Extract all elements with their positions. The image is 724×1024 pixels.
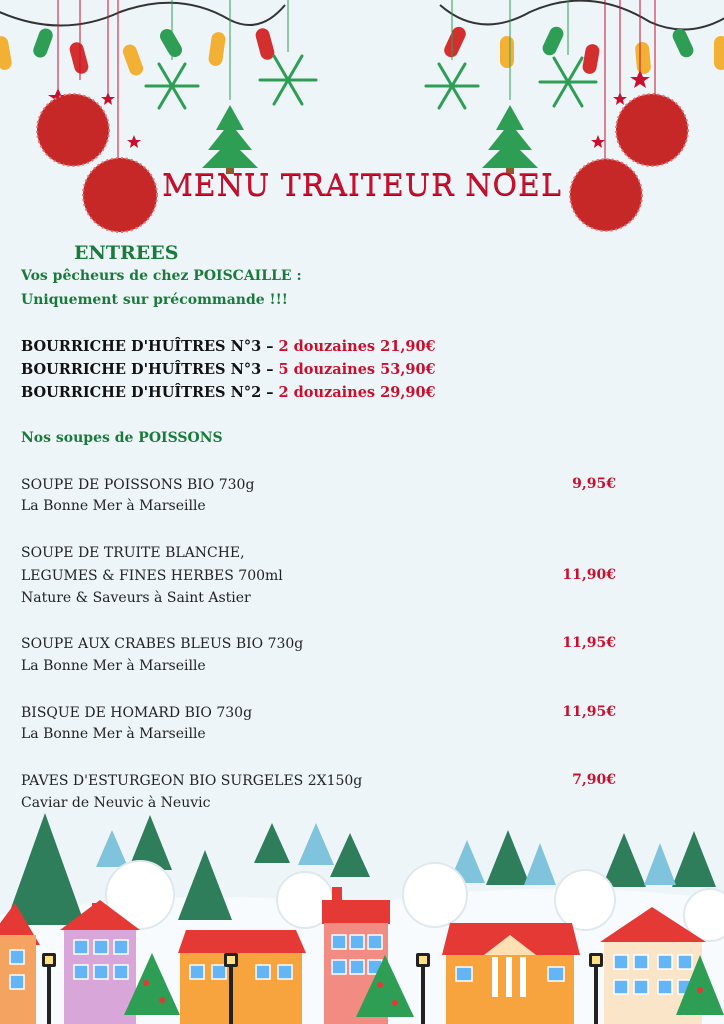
oyster-name: BOURRICHE D'HUÎTRES N°3 xyxy=(21,338,262,355)
soup-item-price: 11,90€ xyxy=(562,567,616,583)
section-title-soups: Nos soupes de POISSONS xyxy=(21,430,223,446)
soup-item-maker: Caviar de Neuvic à Neuvic xyxy=(21,795,211,811)
oyster-name: BOURRICHE D'HUÎTRES N°2 xyxy=(21,384,262,401)
christmas-lights-decoration xyxy=(0,0,724,240)
oyster-item xyxy=(21,338,436,355)
section-title-entrees: ENTREES xyxy=(74,242,179,264)
oyster-separator: – xyxy=(261,338,279,355)
oyster-separator: – xyxy=(261,361,279,378)
bulb-icon xyxy=(442,24,724,75)
oyster-name: BOURRICHE D'HUÎTRES N°3 xyxy=(21,361,262,378)
oyster-offer: 2 douzaines 21,90€ xyxy=(278,338,436,355)
page-title: MENU TRAITEUR NOEL xyxy=(162,168,562,203)
soup-item-price: 11,95€ xyxy=(562,704,616,720)
soup-item-name: LEGUMES & FINES HERBES 700ml xyxy=(21,568,283,584)
soup-item-price: 9,95€ xyxy=(572,476,616,492)
entrees-intro-line1: Vos pêcheurs de chez POISCAILLE : xyxy=(21,268,302,284)
soup-item-name: SOUPE AUX CRABES BLEUS BIO 730g xyxy=(21,636,304,652)
ornament-ball-icon xyxy=(37,94,688,232)
soup-item-maker: La Bonne Mer à Marseille xyxy=(21,498,206,514)
oyster-offer: 5 douzaines 53,90€ xyxy=(278,361,436,378)
oyster-separator: – xyxy=(261,384,279,401)
soup-item-name: SOUPE DE TRUITE BLANCHE, xyxy=(21,545,245,561)
bulb-icon xyxy=(0,27,276,78)
soup-item-maker: Nature & Saveurs à Saint Astier xyxy=(21,590,251,606)
soup-item-name: SOUPE DE POISSONS BIO 730g xyxy=(21,477,255,493)
soup-item-name: PAVES D'ESTURGEON BIO SURGELES 2X150g xyxy=(21,773,363,789)
soup-item-name: BISQUE DE HOMARD BIO 730g xyxy=(21,705,253,721)
soup-item-price: 7,90€ xyxy=(572,772,616,788)
winter-village-decoration xyxy=(0,805,724,1024)
oyster-item xyxy=(21,361,436,378)
entrees-intro-line2: Uniquement sur précommande !!! xyxy=(21,292,288,308)
soup-item-maker: La Bonne Mer à Marseille xyxy=(21,658,206,674)
tree-ornament-icon xyxy=(202,0,538,174)
oyster-offer: 2 douzaines 29,90€ xyxy=(278,384,436,401)
oyster-item xyxy=(21,384,436,401)
soup-item-price: 11,95€ xyxy=(562,635,616,651)
soup-item-maker: La Bonne Mer à Marseille xyxy=(21,726,206,742)
